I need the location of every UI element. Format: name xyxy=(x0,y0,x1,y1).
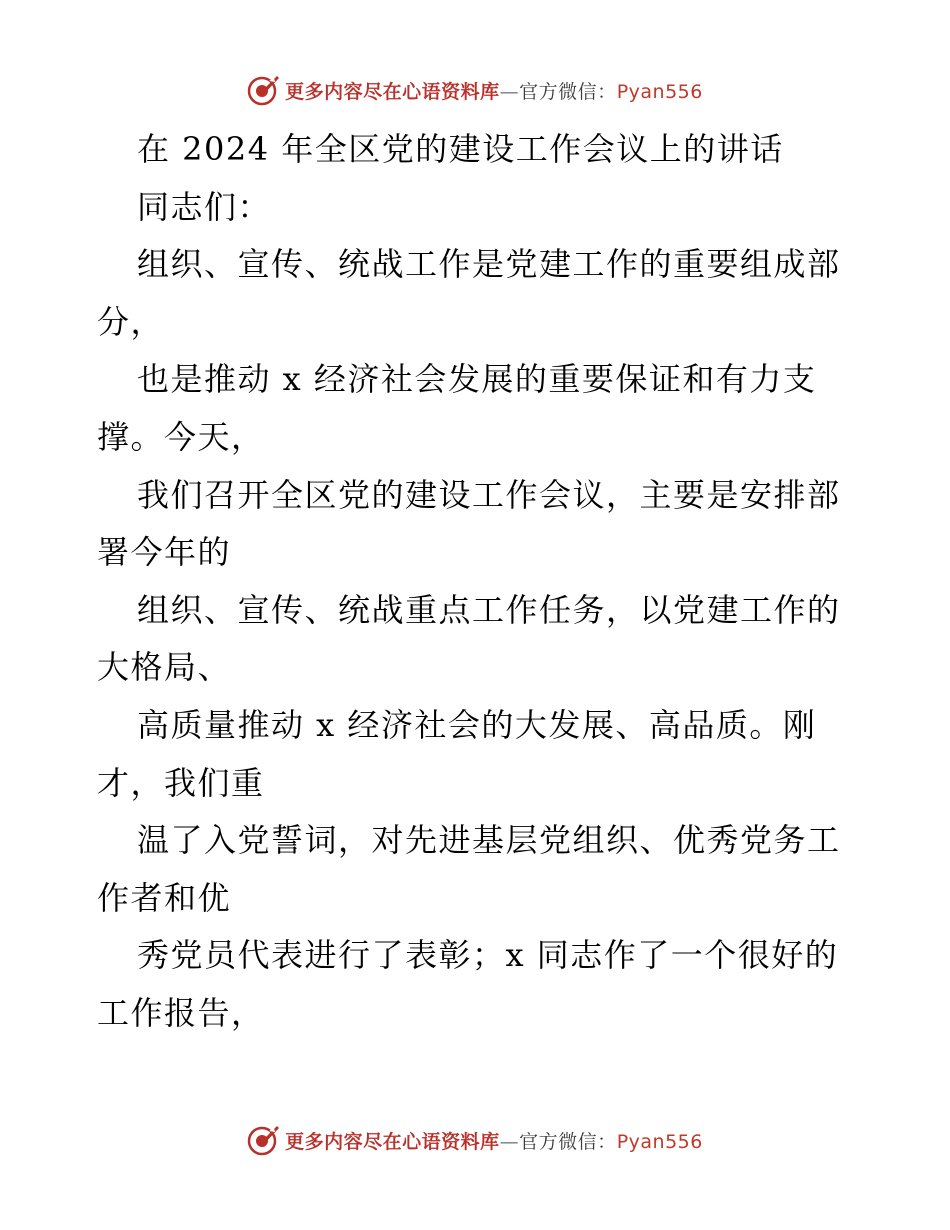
text-line: 分， xyxy=(97,302,165,341)
footer-separator: — xyxy=(499,1130,520,1153)
text-line: 署今年的 xyxy=(97,533,232,572)
header-library-text: 更多内容尽在心语资料库 xyxy=(285,80,500,103)
text-line: 也是推动 x 经济社会发展的重要保证和有力支 xyxy=(137,360,817,399)
text-line: 温了入党誓词，对先进基层党组织、优秀党务工 xyxy=(137,821,841,860)
footer-wechat-handle: Pyan556 xyxy=(616,1130,703,1153)
text-line: 我们召开全区党的建设工作会议，主要是安排部 xyxy=(137,475,841,514)
footer-wechat-label: 官方微信： xyxy=(519,1130,617,1153)
quill-logo-icon xyxy=(247,73,281,107)
footer-banner xyxy=(0,1120,950,1160)
text-line: 大格局、 xyxy=(97,648,232,687)
header-banner-text xyxy=(285,77,703,104)
text-line: 秀党员代表进行了表彰；x 同志作了一个很好的 xyxy=(137,936,839,975)
header-wechat-label: 官方微信： xyxy=(519,80,617,103)
footer-banner-inner xyxy=(247,1123,703,1157)
header-separator: — xyxy=(499,80,520,103)
text-line: 组织、宣传、统战重点工作任务，以党建工作的 xyxy=(137,590,841,629)
header-banner xyxy=(0,70,950,110)
document-title: 在 2024 年全区党的建设工作会议上的讲话 xyxy=(137,130,784,168)
text-line: 作者和优 xyxy=(97,878,232,917)
header-banner-inner xyxy=(247,73,703,107)
footer-banner-text xyxy=(285,1127,703,1154)
text-line: 才，我们重 xyxy=(97,763,265,802)
header-wechat-handle: Pyan556 xyxy=(616,80,703,103)
salutation: 同志们： xyxy=(137,187,272,226)
text-line: 撑。今天， xyxy=(97,417,265,456)
footer-library-text: 更多内容尽在心语资料库 xyxy=(285,1130,500,1153)
document-body xyxy=(97,121,857,1043)
text-line: 工作报告， xyxy=(97,993,265,1032)
text-line: 组织、宣传、统战工作是党建工作的重要组成部 xyxy=(137,245,841,284)
text-line: 高质量推动 x 经济社会的大发展、高品质。刚 xyxy=(137,705,817,744)
quill-logo-icon xyxy=(247,1123,281,1157)
